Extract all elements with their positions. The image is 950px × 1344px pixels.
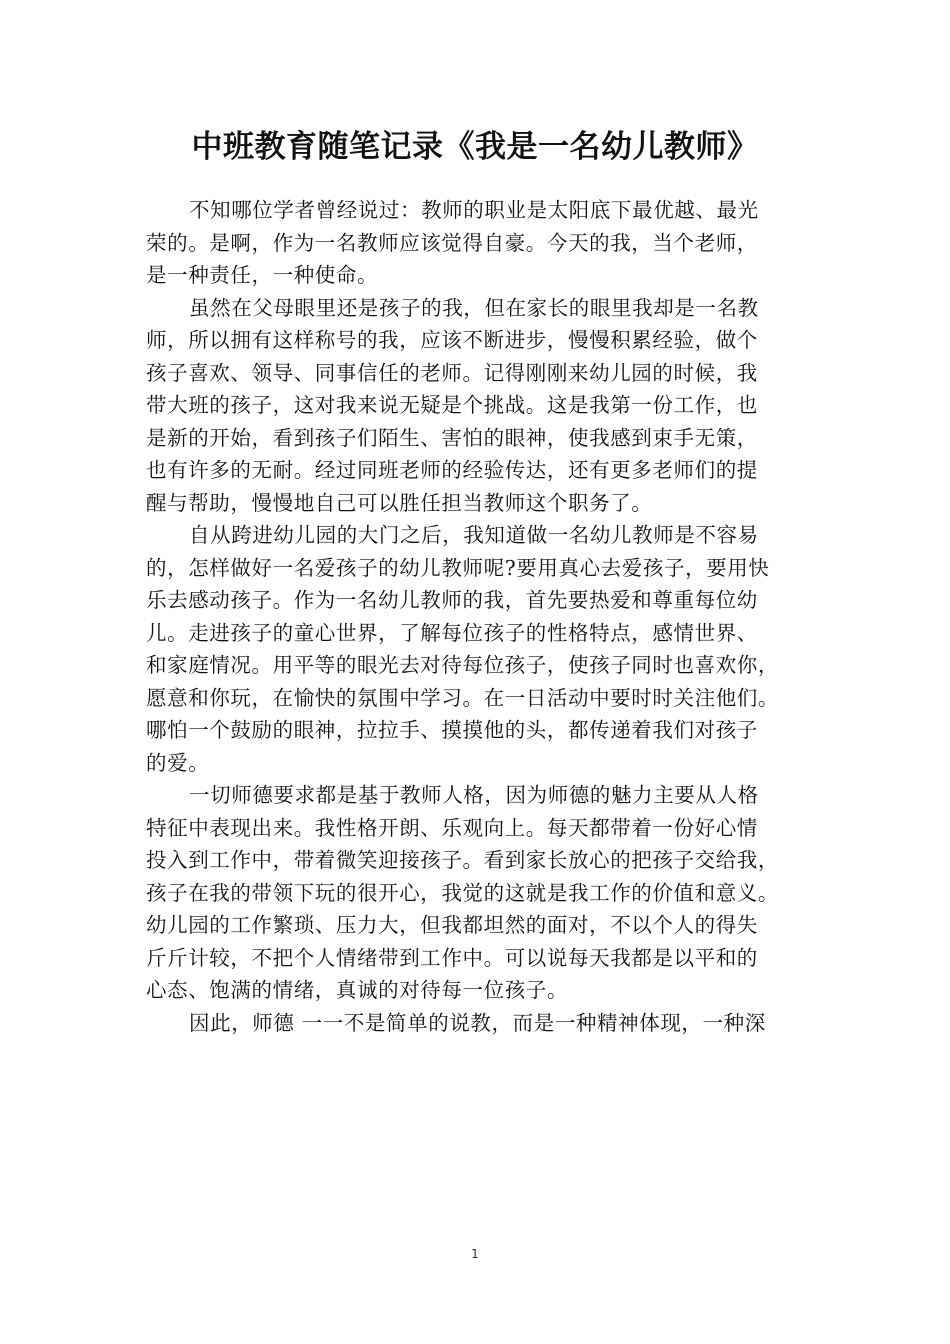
- text-line: 一切师德要求都是基于教师人格，因为师德的魅力主要从人格: [189, 783, 759, 807]
- text-line: 投入到工作中，带着微笑迎接孩子。看到家长放心的把孩子交给我，: [146, 848, 779, 872]
- paragraph: [146, 519, 826, 779]
- text-line: 带大班的孩子，这对我来说无疑是个挑战。这是我第一份工作，也: [146, 393, 758, 417]
- text-line: 自从跨进幼儿园的大门之后，我知道做一名幼儿教师是不容易: [189, 523, 759, 547]
- text-line: 不知哪位学者曾经说过：教师的职业是太阳底下最优越、最光: [189, 198, 759, 222]
- page-number: 1: [471, 1247, 479, 1261]
- text-line: 是一种责任，一种使命。: [146, 263, 379, 287]
- text-line: 醒与帮助，慢慢地自己可以胜任担当教师这个职务了。: [146, 490, 653, 515]
- text-line: 哪怕一个鼓励的眼神，拉拉手、摸摸他的头，都传递着我们对孩子: [146, 718, 758, 742]
- document-title: 中班教育随笔记录《我是一名幼儿教师》: [191, 129, 759, 165]
- text-line: 荣的。是啊，作为一名教师应该觉得自豪。今天的我，当个老师，: [146, 230, 758, 255]
- text-line: 也有许多的无耐。经过同班老师的经验传达，还有更多老师们的提: [146, 458, 758, 482]
- text-line: 孩子在我的带领下玩的很开心，我觉的这就是我工作的价值和意义。: [146, 880, 779, 905]
- text-line: 是新的开始，看到孩子们陌生、害怕的眼神，使我感到束手无策，: [146, 425, 758, 450]
- text-line: 斤斤计较，不把个人情绪带到工作中。可以说每天我都是以平和的: [146, 945, 758, 970]
- text-line: 因此，师德 一一不是简单的说教，而是一种精神体现，一种深: [189, 1010, 766, 1035]
- document-body: [146, 194, 826, 1039]
- text-line: 特征中表现出来。我性格开朗、乐观向上。每天都带着一份好心情: [146, 815, 758, 840]
- text-line: 虽然在父母眼里还是孩子的我，但在家长的眼里我却是一名教: [189, 295, 759, 320]
- paragraph: [146, 1007, 826, 1040]
- text-line: 和家庭情况。用平等的眼光去对待每位孩子，使孩子同时也喜欢你，: [146, 653, 779, 677]
- text-line: 的，怎样做好一名爱孩子的幼儿教师呢?要用真心去爱孩子，要用快: [146, 555, 770, 580]
- paragraph: [146, 194, 826, 292]
- text-line: 孩子喜欢、领导、同事信任的老师。记得刚刚来幼儿园的时候，我: [146, 360, 758, 385]
- text-line: 的爱。: [146, 750, 210, 775]
- text-line: 乐去感动孩子。作为一名幼儿教师的我，首先要热爱和尊重每位幼: [146, 588, 758, 612]
- text-line: 愿意和你玩，在愉快的氛围中学习。在一日活动中要时时关注他们。: [146, 685, 779, 710]
- text-line: 儿。走进孩子的童心世界，了解每位孩子的性格特点，感情世界、: [146, 620, 758, 645]
- text-line: 师，所以拥有这样称号的我，应该不断进步，慢慢积累经验，做个: [146, 328, 758, 352]
- paragraph: [146, 779, 826, 1007]
- paragraph: [146, 292, 826, 520]
- text-line: 幼儿园的工作繁琐、压力大，但我都坦然的面对，不以个人的得失: [146, 913, 758, 937]
- text-line: 心态、饱满的情绪，真诚的对待每一位孩子。: [146, 978, 568, 1002]
